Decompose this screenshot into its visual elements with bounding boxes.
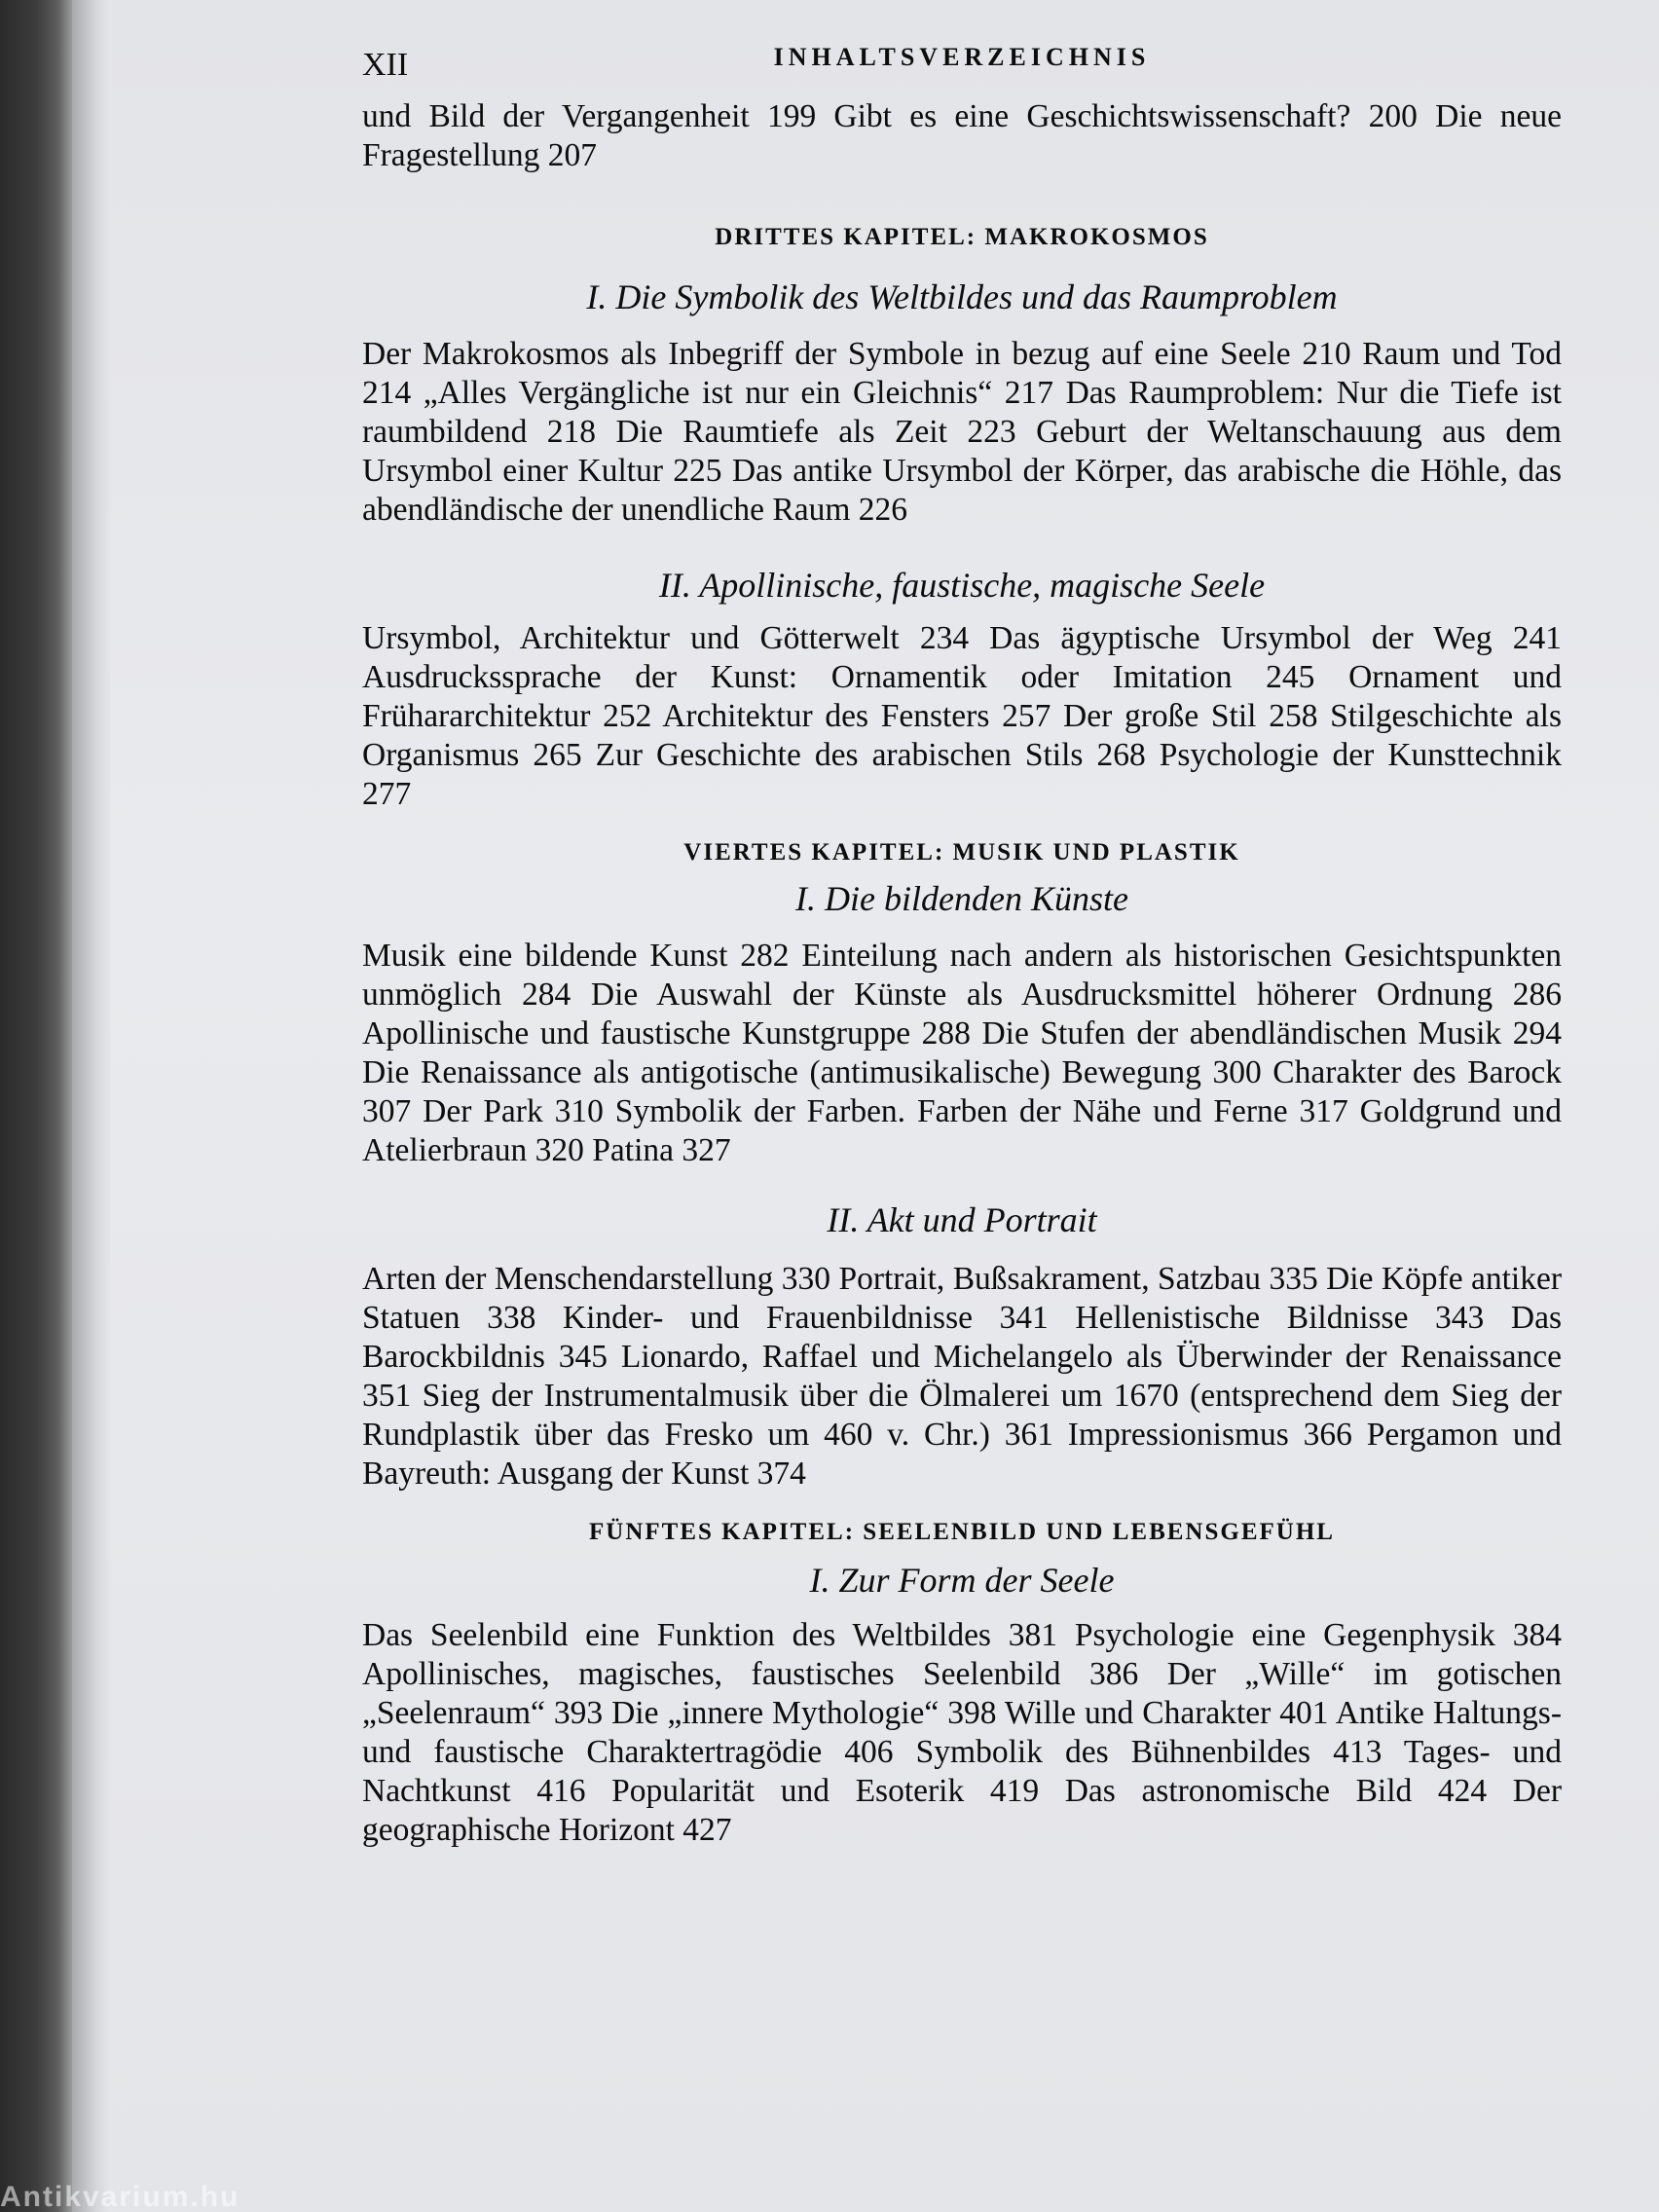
section-heading: II. Apollinische, faustische, magische Seele: [658, 566, 1266, 605]
chapter-heading: DRITTES KAPITEL: MAKROKOSMOS: [715, 224, 1209, 250]
page-gutter: [72, 0, 111, 2212]
book-spine-shadow: [0, 0, 72, 2212]
toc-paragraph: Musik eine bildende Kunst 282 Einteilung nach andern als historischen Gesichtspunkten unmöglich 284 Die Auswahl der Künste als Ausdrucksmittel höherer Ordnung 286 Apollinische und faustische Kunstgruppe 288 Die Stufen der abendländischen Musik 294 Die Renaissance als antigotische (antimusikalische) Bewegung 300 Charakter des Barock 307 Der Park 310 Symbolik der Farben. Farben der Nähe und Ferne 317 Goldgrund und Atelierbraun 320 Patina 327: [362, 938, 1562, 1168]
toc-paragraph: Ursymbol, Architektur und Götterwelt 234 Das ägyptische Ursymbol der Weg 241 Ausdruckssprache der Kunst: Ornamentik oder Imitation 245 Ornament und Frühararchitektur 252 Architektur des Fensters 257 Der große Stil 258 Stilgeschichte als Organismus 265 Zur Geschichte des arabischen Stils 268 Psychologie der Kunsttechnik 277: [362, 620, 1562, 812]
section-heading: I. Zur Form der Seele: [809, 1561, 1115, 1600]
toc-paragraph: Das Seelenbild eine Funktion des Weltbildes 381 Psychologie eine Gegenphysik 384 Apollinisches, magisches, faustisches Seelenbild 386 Der „Wille“ im gotischen „Seelenraum“ 393 Die „innere Mythologie“ 398 Wille und Charakter 401 Antike Haltungs- und faustische Charaktertragödie 406 Symbolik des Bühnenbildes 413 Tages- und Nachtkunst 416 Popularität und Esoterik 419 Das astronomische Bild 424 Der geographische Horizont 427: [362, 1617, 1562, 1848]
section-heading: I. Die bildenden Künste: [795, 879, 1128, 918]
section-heading: II. Akt und Portrait: [827, 1200, 1097, 1239]
page-number: XII: [362, 47, 409, 83]
table-of-contents: [362, 39, 1562, 1850]
section-heading: I. Die Symbolik des Weltbildes und das Raumproblem: [586, 277, 1338, 316]
toc-continuation-paragraph: und Bild der Vergangenheit 199 Gibt es eine Geschichtswissenschaft? 200 Die neue Fragestellung 207: [362, 98, 1562, 173]
chapter-heading: VIERTES KAPITEL: MUSIK UND PLASTIK: [683, 839, 1240, 866]
chapter-heading: FÜNFTES KAPITEL: SEELENBILD UND LEBENSGEFÜHL: [589, 1519, 1335, 1545]
watermark-logo: Antikvarium.hu: [0, 2183, 240, 2212]
toc-paragraph: Der Makrokosmos als Inbegriff der Symbole in bezug auf eine Seele 210 Raum und Tod 214 „Alles Vergängliche ist nur ein Gleichnis“ 217 Das Raumproblem: Nur die Tiefe ist raumbildend 218 Die Raumtiefe als Zeit 223 Geburt der Weltanschauung aus dem Ursymbol einer Kultur 225 Das antike Ursymbol der Körper, das arabische die Höhle, das abendländische der unendliche Raum 226: [362, 336, 1562, 528]
running-title: INHALTSVERZEICHNIS: [773, 43, 1151, 71]
toc-paragraph: Arten der Menschendarstellung 330 Portrait, Bußsakrament, Satzbau 335 Die Köpfe antiker Statuen 338 Kinder- und Frauenbildnisse 341 Hellenistische Bildnisse 343 Das Barockbildnis 345 Lionardo, Raffael und Michelangelo als Überwinder der Renaissance 351 Sieg der Instrumentalmusik über die Ölmalerei um 1670 (entsprechend dem Sieg der Rundplastik über das Fresko um 460 v. Chr.) 361 Impressionismus 366 Pergamon und Bayreuth: Ausgang der Kunst 374: [362, 1261, 1562, 1492]
running-head: [362, 39, 1562, 97]
